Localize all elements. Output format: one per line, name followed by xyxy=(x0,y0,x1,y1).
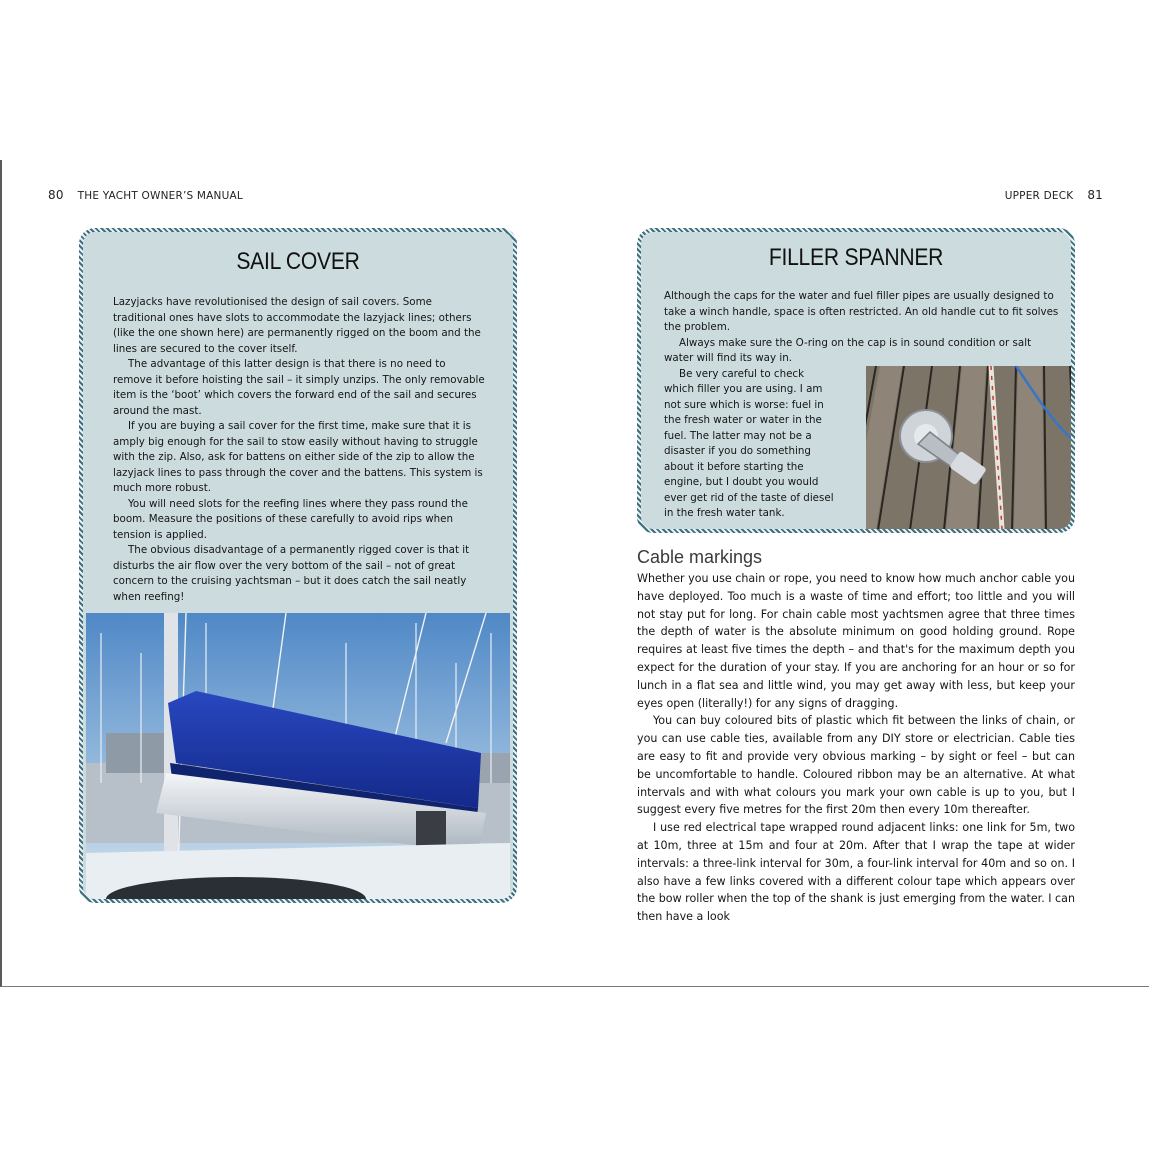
filler-spanner-paragraph: Always make sure the O-ring on the cap is in sound condition or salt water will find its way in. xyxy=(664,336,1032,364)
cable-markings-body xyxy=(637,570,1075,926)
sail-cover-photo xyxy=(86,613,510,899)
sail-cover-title: SAIL COVER xyxy=(236,248,360,275)
sail-cover-paragraph: The advantage of this latter design is that there is no need to remove it before hoisting the sail – it simply unzips. The only removable item is the ‘boot’ which covers the forward end of the sail and secures around the mast. xyxy=(113,358,485,417)
left-running-head xyxy=(48,188,243,202)
sail-cover-paragraph: You will need slots for the reefing lines where they pass round the boom. Measure the positions of these carefully to avoid rips when tension is applied. xyxy=(113,497,468,541)
body-paragraph: I use red electrical tape wrapped round adjacent links: one link for 5m, two at 10m, three at 15m and four at 20m. After that I wrap the tape at wider intervals: a three-link interval for 30m, a four-link interval for 40m and so on. I also have a few links covered with a different colour tape which appears over the bow roller when the top of the shank is just emerging from the water. I can then have a look xyxy=(637,821,1075,924)
right-running-title: UPPER DECK xyxy=(1004,190,1074,202)
sail-cover-paragraph: The obvious disadvantage of a permanently rigged cover is that it disturbs the air flow over the very bottom of the sail – not of great concern to the cruising yachtsman – but it does catch the sail neatly when reefing! xyxy=(113,544,470,603)
sail-cover-paragraph: Lazyjacks have revolutionised the design of sail covers. Some traditional ones have slots to accommodate the lazyjack lines; others (like the one shown here) are permanently rigged on the boom and the lines are secured to the cover itself. xyxy=(113,296,481,355)
filler-spanner-paragraph: Be very careful to check which filler you are using. I am not sure which is worse: fuel in the fresh water or water in the fuel. The latter may not be a disaster if you do something about it before starting the engine, but I doubt you would ever get rid of the taste of diesel in the fresh water tank. xyxy=(664,367,834,519)
filler-spanner-paragraph: Although the caps for the water and fuel filler pipes are usually designed to take a winch handle, space is often restricted. An old handle cut to fit solves the problem. xyxy=(664,290,1059,333)
filler-spanner-title: FILLER SPANNER xyxy=(768,244,944,271)
right-page-number: 81 xyxy=(1087,188,1103,202)
right-running-head xyxy=(1005,188,1103,202)
filler-cap-photo xyxy=(866,366,1071,530)
sail-cover-panel xyxy=(79,228,517,903)
sail-cover-paragraph: If you are buying a sail cover for the first time, make sure that it is amply big enough for the sail to stow easily without having to struggle with the zip. Also, ask for battens on either side of the zip to allow the lazyjack lines to pass through the cover and the battens. This system is much more robust. xyxy=(113,420,483,494)
left-page-number: 80 xyxy=(48,188,64,202)
body-paragraph: Whether you use chain or rope, you need to know how much anchor cable you have deployed. Too much is a waste of time and effort; too little and you will not stay put for long. For chain cable most yachtsmen agree that three times the depth of water is the absolute minimum on good holding ground. Rope requires at least five times the depth – and that's for the maximum depth you expect for the duration of your stay. If you are anchoring for an hour or so for lunch in a flat sea and little wind, you may get away with less, but keep your eyes open (literally!) for any signs of dragging. xyxy=(637,572,1075,710)
left-running-title: THE YACHT OWNER’S MANUAL xyxy=(77,190,243,202)
sail-cover-text xyxy=(113,295,485,605)
cable-markings-heading: Cable markings xyxy=(637,547,763,567)
filler-spanner-panel xyxy=(637,228,1075,533)
body-paragraph: You can buy coloured bits of plastic which fit between the links of chain, or you can use cable ties, available from any DIY store or electrician. Cable ties are easy to fit and provide very obvious marking – by sight or feel – but can be uncomfortable to handle. Coloured ribbon may be an alternative. At what intervals and with what colours you mark your own cable is up to you, but I suggest every five metres for the first 20m then every 10m thereafter. xyxy=(637,714,1075,817)
